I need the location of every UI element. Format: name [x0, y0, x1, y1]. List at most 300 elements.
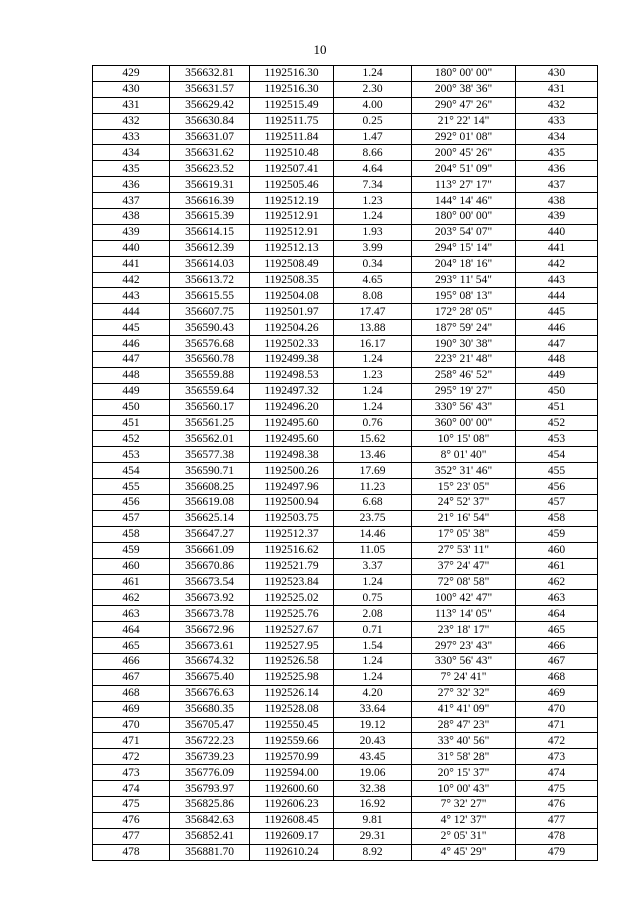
x-coordinate-cell: 356661.09 — [170, 542, 250, 558]
table-row — [93, 415, 598, 431]
table-row — [93, 463, 598, 479]
point-number-cell: 458 — [93, 526, 170, 542]
next-point-cell: 433 — [516, 113, 598, 129]
distance-cell: 19.06 — [334, 765, 412, 781]
table-row — [93, 765, 598, 781]
next-point-cell: 449 — [516, 367, 598, 383]
next-point-cell: 462 — [516, 574, 598, 590]
x-coordinate-cell: 356842.63 — [170, 812, 250, 828]
next-point-cell: 432 — [516, 97, 598, 113]
y-coordinate-cell: 1192526.58 — [250, 653, 334, 669]
next-point-cell: 459 — [516, 526, 598, 542]
point-number-cell: 431 — [93, 97, 170, 113]
direction-angle-cell: 144° 14' 46" — [412, 193, 516, 209]
point-number-cell: 473 — [93, 765, 170, 781]
point-number-cell: 453 — [93, 447, 170, 463]
direction-angle-cell: 290° 47' 26" — [412, 97, 516, 113]
x-coordinate-cell: 356739.23 — [170, 749, 250, 765]
point-number-cell: 452 — [93, 431, 170, 447]
distance-cell: 4.00 — [334, 97, 412, 113]
distance-cell: 1.24 — [334, 383, 412, 399]
point-number-cell: 465 — [93, 638, 170, 654]
point-number-cell: 439 — [93, 224, 170, 240]
table-row — [93, 145, 598, 161]
point-number-cell: 476 — [93, 812, 170, 828]
next-point-cell: 448 — [516, 352, 598, 368]
x-coordinate-cell: 356616.39 — [170, 193, 250, 209]
x-coordinate-cell: 356560.17 — [170, 399, 250, 415]
direction-angle-cell: 8° 01' 40" — [412, 447, 516, 463]
coordinates-table-body — [93, 66, 598, 861]
next-point-cell: 461 — [516, 558, 598, 574]
x-coordinate-cell: 356619.31 — [170, 177, 250, 193]
distance-cell: 33.64 — [334, 701, 412, 717]
y-coordinate-cell: 1192516.30 — [250, 81, 334, 97]
x-coordinate-cell: 356615.55 — [170, 288, 250, 304]
y-coordinate-cell: 1192525.02 — [250, 590, 334, 606]
direction-angle-cell: 27° 53' 11" — [412, 542, 516, 558]
distance-cell: 13.46 — [334, 447, 412, 463]
table-row — [93, 336, 598, 352]
y-coordinate-cell: 1192610.24 — [250, 844, 334, 860]
direction-angle-cell: 31° 58' 28" — [412, 749, 516, 765]
x-coordinate-cell: 356776.09 — [170, 765, 250, 781]
table-row — [93, 399, 598, 415]
y-coordinate-cell: 1192498.38 — [250, 447, 334, 463]
table-row — [93, 479, 598, 495]
y-coordinate-cell: 1192523.84 — [250, 574, 334, 590]
y-coordinate-cell: 1192526.14 — [250, 685, 334, 701]
point-number-cell: 478 — [93, 844, 170, 860]
next-point-cell: 477 — [516, 812, 598, 828]
table-row — [93, 701, 598, 717]
point-number-cell: 445 — [93, 320, 170, 336]
direction-angle-cell: 24° 52' 37" — [412, 495, 516, 511]
next-point-cell: 458 — [516, 510, 598, 526]
table-row — [93, 383, 598, 399]
next-point-cell: 473 — [516, 749, 598, 765]
direction-angle-cell: 28° 47' 23" — [412, 717, 516, 733]
table-row — [93, 209, 598, 225]
table-row — [93, 66, 598, 82]
y-coordinate-cell: 1192525.76 — [250, 606, 334, 622]
distance-cell: 16.17 — [334, 336, 412, 352]
next-point-cell: 475 — [516, 781, 598, 797]
distance-cell: 32.38 — [334, 781, 412, 797]
next-point-cell: 446 — [516, 320, 598, 336]
point-number-cell: 436 — [93, 177, 170, 193]
y-coordinate-cell: 1192525.98 — [250, 669, 334, 685]
x-coordinate-cell: 356673.92 — [170, 590, 250, 606]
point-number-cell: 432 — [93, 113, 170, 129]
y-coordinate-cell: 1192512.91 — [250, 209, 334, 225]
distance-cell: 8.66 — [334, 145, 412, 161]
direction-angle-cell: 200° 38' 36" — [412, 81, 516, 97]
next-point-cell: 438 — [516, 193, 598, 209]
x-coordinate-cell: 356647.27 — [170, 526, 250, 542]
point-number-cell: 443 — [93, 288, 170, 304]
next-point-cell: 452 — [516, 415, 598, 431]
direction-angle-cell: 7° 24' 41" — [412, 669, 516, 685]
direction-angle-cell: 180° 00' 00" — [412, 209, 516, 225]
next-point-cell: 436 — [516, 161, 598, 177]
table-row — [93, 193, 598, 209]
next-point-cell: 430 — [516, 66, 598, 82]
x-coordinate-cell: 356676.63 — [170, 685, 250, 701]
point-number-cell: 434 — [93, 145, 170, 161]
distance-cell: 7.34 — [334, 177, 412, 193]
next-point-cell: 470 — [516, 701, 598, 717]
direction-angle-cell: 223° 21' 48" — [412, 352, 516, 368]
direction-angle-cell: 330° 56' 43" — [412, 399, 516, 415]
direction-angle-cell: 295° 19' 27" — [412, 383, 516, 399]
table-row — [93, 606, 598, 622]
x-coordinate-cell: 356673.54 — [170, 574, 250, 590]
next-point-cell: 451 — [516, 399, 598, 415]
next-point-cell: 442 — [516, 256, 598, 272]
distance-cell: 1.24 — [334, 574, 412, 590]
direction-angle-cell: 37° 24' 47" — [412, 558, 516, 574]
point-number-cell: 429 — [93, 66, 170, 82]
table-row — [93, 447, 598, 463]
point-number-cell: 461 — [93, 574, 170, 590]
table-row — [93, 717, 598, 733]
point-number-cell: 449 — [93, 383, 170, 399]
y-coordinate-cell: 1192496.20 — [250, 399, 334, 415]
y-coordinate-cell: 1192500.94 — [250, 495, 334, 511]
direction-angle-cell: 330° 56' 43" — [412, 653, 516, 669]
point-number-cell: 471 — [93, 733, 170, 749]
table-row — [93, 828, 598, 844]
point-number-cell: 469 — [93, 701, 170, 717]
next-point-cell: 454 — [516, 447, 598, 463]
point-number-cell: 454 — [93, 463, 170, 479]
direction-angle-cell: 4° 45' 29" — [412, 844, 516, 860]
distance-cell: 16.92 — [334, 796, 412, 812]
table-row — [93, 129, 598, 145]
point-number-cell: 464 — [93, 622, 170, 638]
point-number-cell: 433 — [93, 129, 170, 145]
next-point-cell: 469 — [516, 685, 598, 701]
direction-angle-cell: 33° 40' 56" — [412, 733, 516, 749]
table-row — [93, 495, 598, 511]
x-coordinate-cell: 356852.41 — [170, 828, 250, 844]
x-coordinate-cell: 356613.72 — [170, 272, 250, 288]
next-point-cell: 443 — [516, 272, 598, 288]
x-coordinate-cell: 356614.15 — [170, 224, 250, 240]
distance-cell: 3.37 — [334, 558, 412, 574]
direction-angle-cell: 190° 30' 38" — [412, 336, 516, 352]
x-coordinate-cell: 356630.84 — [170, 113, 250, 129]
x-coordinate-cell: 356793.97 — [170, 781, 250, 797]
table-row — [93, 367, 598, 383]
y-coordinate-cell: 1192608.45 — [250, 812, 334, 828]
x-coordinate-cell: 356576.68 — [170, 336, 250, 352]
y-coordinate-cell: 1192504.08 — [250, 288, 334, 304]
next-point-cell: 435 — [516, 145, 598, 161]
point-number-cell: 472 — [93, 749, 170, 765]
distance-cell: 9.81 — [334, 812, 412, 828]
point-number-cell: 438 — [93, 209, 170, 225]
distance-cell: 1.24 — [334, 66, 412, 82]
point-number-cell: 447 — [93, 352, 170, 368]
x-coordinate-cell: 356560.78 — [170, 352, 250, 368]
distance-cell: 1.23 — [334, 193, 412, 209]
direction-angle-cell: 297° 23' 43" — [412, 638, 516, 654]
direction-angle-cell: 172° 28' 05" — [412, 304, 516, 320]
table-row — [93, 844, 598, 860]
x-coordinate-cell: 356675.40 — [170, 669, 250, 685]
next-point-cell: 444 — [516, 288, 598, 304]
direction-angle-cell: 27° 32' 32" — [412, 685, 516, 701]
next-point-cell: 460 — [516, 542, 598, 558]
distance-cell: 6.68 — [334, 495, 412, 511]
point-number-cell: 457 — [93, 510, 170, 526]
direction-angle-cell: 10° 00' 43" — [412, 781, 516, 797]
table-row — [93, 256, 598, 272]
distance-cell: 14.46 — [334, 526, 412, 542]
x-coordinate-cell: 356614.03 — [170, 256, 250, 272]
direction-angle-cell: 2° 05' 31" — [412, 828, 516, 844]
x-coordinate-cell: 356680.35 — [170, 701, 250, 717]
coordinates-table — [92, 65, 598, 861]
x-coordinate-cell: 356705.47 — [170, 717, 250, 733]
y-coordinate-cell: 1192528.08 — [250, 701, 334, 717]
next-point-cell: 455 — [516, 463, 598, 479]
x-coordinate-cell: 356673.78 — [170, 606, 250, 622]
table-row — [93, 526, 598, 542]
direction-angle-cell: 15° 23' 05" — [412, 479, 516, 495]
point-number-cell: 468 — [93, 685, 170, 701]
point-number-cell: 467 — [93, 669, 170, 685]
y-coordinate-cell: 1192508.35 — [250, 272, 334, 288]
y-coordinate-cell: 1192511.75 — [250, 113, 334, 129]
next-point-cell: 464 — [516, 606, 598, 622]
distance-cell: 15.62 — [334, 431, 412, 447]
point-number-cell: 456 — [93, 495, 170, 511]
point-number-cell: 463 — [93, 606, 170, 622]
direction-angle-cell: 352° 31' 46" — [412, 463, 516, 479]
distance-cell: 3.99 — [334, 240, 412, 256]
distance-cell: 1.24 — [334, 209, 412, 225]
direction-angle-cell: 200° 45' 26" — [412, 145, 516, 161]
y-coordinate-cell: 1192508.49 — [250, 256, 334, 272]
y-coordinate-cell: 1192503.75 — [250, 510, 334, 526]
point-number-cell: 435 — [93, 161, 170, 177]
direction-angle-cell: 113° 27' 17" — [412, 177, 516, 193]
y-coordinate-cell: 1192521.79 — [250, 558, 334, 574]
y-coordinate-cell: 1192512.91 — [250, 224, 334, 240]
x-coordinate-cell: 356631.57 — [170, 81, 250, 97]
y-coordinate-cell: 1192511.84 — [250, 129, 334, 145]
x-coordinate-cell: 356674.32 — [170, 653, 250, 669]
y-coordinate-cell: 1192600.60 — [250, 781, 334, 797]
table-row — [93, 796, 598, 812]
distance-cell: 4.64 — [334, 161, 412, 177]
table-row — [93, 638, 598, 654]
direction-angle-cell: 294° 15' 14" — [412, 240, 516, 256]
distance-cell: 23.75 — [334, 510, 412, 526]
x-coordinate-cell: 356631.62 — [170, 145, 250, 161]
x-coordinate-cell: 356632.81 — [170, 66, 250, 82]
distance-cell: 8.08 — [334, 288, 412, 304]
x-coordinate-cell: 356629.42 — [170, 97, 250, 113]
direction-angle-cell: 113° 14' 05" — [412, 606, 516, 622]
point-number-cell: 466 — [93, 653, 170, 669]
distance-cell: 19.12 — [334, 717, 412, 733]
direction-angle-cell: 204° 18' 16" — [412, 256, 516, 272]
next-point-cell: 471 — [516, 717, 598, 733]
distance-cell: 1.24 — [334, 352, 412, 368]
distance-cell: 1.24 — [334, 653, 412, 669]
point-number-cell: 450 — [93, 399, 170, 415]
table-row — [93, 431, 598, 447]
x-coordinate-cell: 356631.07 — [170, 129, 250, 145]
table-row — [93, 224, 598, 240]
x-coordinate-cell: 356577.38 — [170, 447, 250, 463]
next-point-cell: 474 — [516, 765, 598, 781]
direction-angle-cell: 204° 51' 09" — [412, 161, 516, 177]
direction-angle-cell: 41° 41' 09" — [412, 701, 516, 717]
y-coordinate-cell: 1192497.96 — [250, 479, 334, 495]
next-point-cell: 472 — [516, 733, 598, 749]
y-coordinate-cell: 1192505.46 — [250, 177, 334, 193]
y-coordinate-cell: 1192495.60 — [250, 431, 334, 447]
distance-cell: 1.47 — [334, 129, 412, 145]
direction-angle-cell: 17° 05' 38" — [412, 526, 516, 542]
distance-cell: 2.30 — [334, 81, 412, 97]
x-coordinate-cell: 356619.08 — [170, 495, 250, 511]
x-coordinate-cell: 356559.88 — [170, 367, 250, 383]
x-coordinate-cell: 356825.86 — [170, 796, 250, 812]
y-coordinate-cell: 1192594.00 — [250, 765, 334, 781]
point-number-cell: 451 — [93, 415, 170, 431]
x-coordinate-cell: 356670.86 — [170, 558, 250, 574]
table-row — [93, 685, 598, 701]
y-coordinate-cell: 1192498.53 — [250, 367, 334, 383]
table-row — [93, 749, 598, 765]
x-coordinate-cell: 356672.96 — [170, 622, 250, 638]
table-row — [93, 81, 598, 97]
x-coordinate-cell: 356562.01 — [170, 431, 250, 447]
distance-cell: 13.88 — [334, 320, 412, 336]
point-number-cell: 430 — [93, 81, 170, 97]
point-number-cell: 448 — [93, 367, 170, 383]
distance-cell: 0.25 — [334, 113, 412, 129]
distance-cell: 11.05 — [334, 542, 412, 558]
direction-angle-cell: 292° 01' 08" — [412, 129, 516, 145]
direction-angle-cell: 7° 32' 27" — [412, 796, 516, 812]
next-point-cell: 440 — [516, 224, 598, 240]
table-row — [93, 304, 598, 320]
y-coordinate-cell: 1192550.45 — [250, 717, 334, 733]
x-coordinate-cell: 356615.39 — [170, 209, 250, 225]
table-row — [93, 177, 598, 193]
next-point-cell: 434 — [516, 129, 598, 145]
table-row — [93, 97, 598, 113]
next-point-cell: 453 — [516, 431, 598, 447]
table-row — [93, 781, 598, 797]
point-number-cell: 459 — [93, 542, 170, 558]
table-row — [93, 733, 598, 749]
x-coordinate-cell: 356561.25 — [170, 415, 250, 431]
x-coordinate-cell: 356881.70 — [170, 844, 250, 860]
point-number-cell: 462 — [93, 590, 170, 606]
table-row — [93, 113, 598, 129]
table-row — [93, 622, 598, 638]
next-point-cell: 456 — [516, 479, 598, 495]
distance-cell: 0.71 — [334, 622, 412, 638]
x-coordinate-cell: 356590.43 — [170, 320, 250, 336]
next-point-cell: 468 — [516, 669, 598, 685]
y-coordinate-cell: 1192512.37 — [250, 526, 334, 542]
y-coordinate-cell: 1192515.49 — [250, 97, 334, 113]
direction-angle-cell: 100° 42' 47" — [412, 590, 516, 606]
y-coordinate-cell: 1192495.60 — [250, 415, 334, 431]
y-coordinate-cell: 1192516.62 — [250, 542, 334, 558]
next-point-cell: 439 — [516, 209, 598, 225]
distance-cell: 29.31 — [334, 828, 412, 844]
point-number-cell: 444 — [93, 304, 170, 320]
point-number-cell: 455 — [93, 479, 170, 495]
table-row — [93, 352, 598, 368]
x-coordinate-cell: 356559.64 — [170, 383, 250, 399]
distance-cell: 1.24 — [334, 399, 412, 415]
x-coordinate-cell: 356673.61 — [170, 638, 250, 654]
table-row — [93, 574, 598, 590]
direction-angle-cell: 203° 54' 07" — [412, 224, 516, 240]
direction-angle-cell: 72° 08' 58" — [412, 574, 516, 590]
table-row — [93, 558, 598, 574]
table-row — [93, 288, 598, 304]
next-point-cell: 441 — [516, 240, 598, 256]
distance-cell: 17.47 — [334, 304, 412, 320]
direction-angle-cell: 10° 15' 08" — [412, 431, 516, 447]
next-point-cell: 476 — [516, 796, 598, 812]
table-row — [93, 812, 598, 828]
distance-cell: 1.24 — [334, 669, 412, 685]
next-point-cell: 465 — [516, 622, 598, 638]
distance-cell: 4.65 — [334, 272, 412, 288]
y-coordinate-cell: 1192516.30 — [250, 66, 334, 82]
point-number-cell: 470 — [93, 717, 170, 733]
direction-angle-cell: 180° 00' 00" — [412, 66, 516, 82]
distance-cell: 43.45 — [334, 749, 412, 765]
y-coordinate-cell: 1192559.66 — [250, 733, 334, 749]
y-coordinate-cell: 1192497.32 — [250, 383, 334, 399]
distance-cell: 4.20 — [334, 685, 412, 701]
table-row — [93, 161, 598, 177]
next-point-cell: 445 — [516, 304, 598, 320]
y-coordinate-cell: 1192609.17 — [250, 828, 334, 844]
point-number-cell: 474 — [93, 781, 170, 797]
distance-cell: 8.92 — [334, 844, 412, 860]
next-point-cell: 466 — [516, 638, 598, 654]
point-number-cell: 446 — [93, 336, 170, 352]
y-coordinate-cell: 1192500.26 — [250, 463, 334, 479]
direction-angle-cell: 258° 46' 52" — [412, 367, 516, 383]
point-number-cell: 460 — [93, 558, 170, 574]
direction-angle-cell: 4° 12' 37" — [412, 812, 516, 828]
point-number-cell: 477 — [93, 828, 170, 844]
y-coordinate-cell: 1192504.26 — [250, 320, 334, 336]
y-coordinate-cell: 1192527.95 — [250, 638, 334, 654]
point-number-cell: 442 — [93, 272, 170, 288]
x-coordinate-cell: 356607.75 — [170, 304, 250, 320]
x-coordinate-cell: 356623.52 — [170, 161, 250, 177]
next-point-cell: 447 — [516, 336, 598, 352]
next-point-cell: 463 — [516, 590, 598, 606]
